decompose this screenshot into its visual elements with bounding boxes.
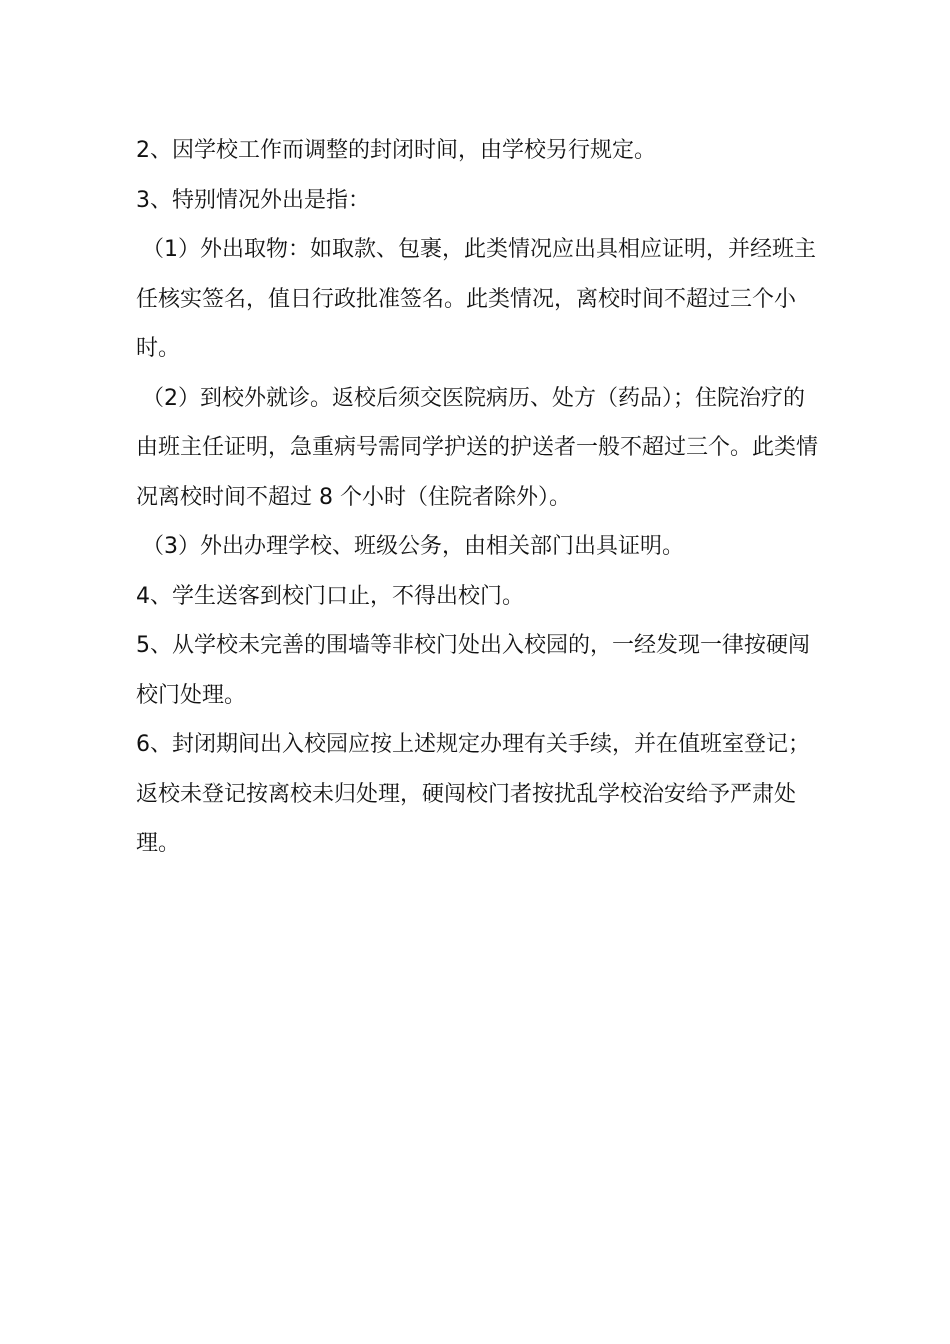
paragraph-item-5: 5、从学校未完善的围墙等非校门处出入校园的，一经发现一律按硬闯校门处理。 — [136, 633, 810, 708]
paragraph-subitem-1: （1）外出取物：如取款、包裹，此类情况应出具相应证明，并经班主任核实签名，值日行政批准签名。此类情况，离校时间不超过三个小时。 — [136, 237, 816, 361]
paragraph-item-6: 6、封闭期间出入校园应按上述规定办理有关手续，并在值班室登记；返校未登记按离校未归处理，硬闯校门者按扰乱学校治安给予严肃处理。 — [136, 732, 810, 856]
document-body — [136, 126, 818, 869]
paragraph-item-3: 3、特别情况外出是指： — [136, 187, 370, 213]
paragraph-subitem-2: （2）到校外就诊。返校后须交医院病历、处方（药品）；住院治疗的由班主任证明，急重病号需同学护送的护送者一般不超过三个。此类情况离校时间不超过 8 个小时（住院者除外）。 — [136, 385, 819, 510]
paragraph-subitem-3: （3）外出办理学校、班级公务，由相关部门出具证明。 — [142, 534, 684, 559]
paragraph-item-4: 4、学生送客到校门口止，不得出校门。 — [136, 583, 524, 609]
paragraph-item-2: 2、因学校工作而调整的封闭时间，由学校另行规定。 — [136, 138, 656, 163]
